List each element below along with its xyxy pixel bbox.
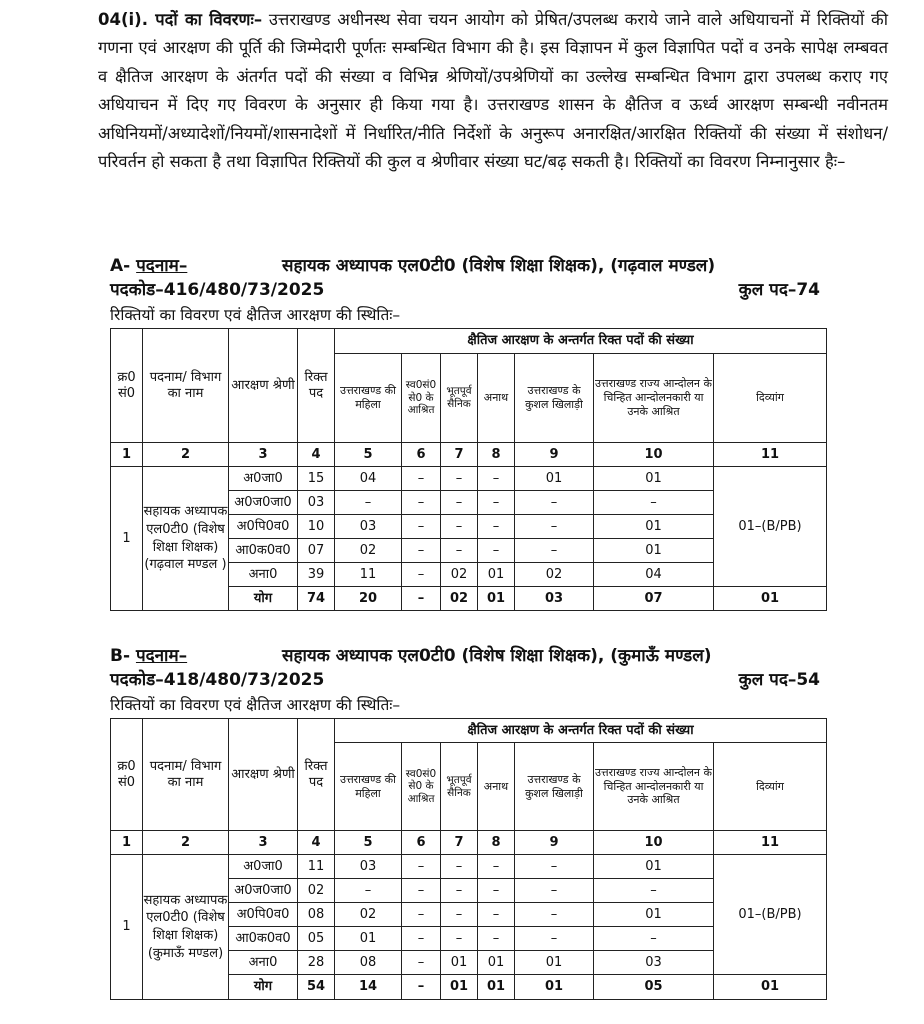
value-cell: 01 <box>478 563 515 587</box>
section-b-subtitle: रिक्तियों का विवरण एवं क्षैतिज आरक्षण की स्थितिः– <box>110 696 401 714</box>
value-cell: – <box>441 491 478 515</box>
col-num: 9 <box>515 831 594 855</box>
value-cell: 01 <box>594 539 714 563</box>
value-cell: 02 <box>515 563 594 587</box>
value-cell: – <box>402 855 441 879</box>
post-name-cell: सहायक अध्यापक एल0टी0 (विशेष शिक्षा शिक्षक) (गढ़वाल मण्डल ) <box>143 467 229 611</box>
header-ex-servicemen: भूतपूर्व सैनिक <box>441 354 478 443</box>
col-num: 10 <box>594 831 714 855</box>
post-name-cell: सहायक अध्यापक एल0टी0 (विशेष शिक्षा शिक्षक) (कुमाऊँ मण्डल) <box>143 855 229 1000</box>
value-cell: – <box>402 515 441 539</box>
total-value: 01 <box>478 587 515 611</box>
section-b-total: कुल पद–54 <box>738 670 820 690</box>
section-b-prefix: B- <box>110 646 131 666</box>
section-b-label: पदनाम– <box>135 646 188 666</box>
col-num: 2 <box>143 831 229 855</box>
section-b-header <box>110 644 820 692</box>
value-cell: 01 <box>594 903 714 927</box>
total-value: 20 <box>335 587 402 611</box>
col-num: 8 <box>478 443 515 467</box>
value-cell: – <box>441 855 478 879</box>
value-cell: – <box>402 563 441 587</box>
value-cell: – <box>515 491 594 515</box>
vacancy-cell: 11 <box>298 855 335 879</box>
value-cell: – <box>515 903 594 927</box>
value-cell: – <box>441 515 478 539</box>
value-cell: – <box>478 539 515 563</box>
col-num: 5 <box>335 443 402 467</box>
value-cell: 01 <box>335 927 402 951</box>
value-cell: – <box>478 515 515 539</box>
value-cell: – <box>515 539 594 563</box>
value-cell: – <box>478 491 515 515</box>
header-post-name: पदनाम/ विभाग का नाम <box>143 719 229 831</box>
col-num: 1 <box>111 443 143 467</box>
value-cell: – <box>478 927 515 951</box>
section-a-subtitle: रिक्तियों का विवरण एवं क्षैतिज आरक्षण की स्थितिः– <box>110 306 401 324</box>
col-num: 6 <box>402 443 441 467</box>
header-state-agitators: उत्तराखण्ड राज्य आन्दोलन के चिन्हित आन्दोलनकारी या उनके आश्रित <box>594 354 714 443</box>
serial-cell: 1 <box>111 467 143 611</box>
total-value: 03 <box>515 587 594 611</box>
col-num: 2 <box>143 443 229 467</box>
section-b-table <box>110 718 827 1000</box>
header-uk-women: उत्तराखण्ड की महिला <box>335 743 402 831</box>
value-cell: – <box>441 879 478 903</box>
vacancy-cell: 15 <box>298 467 335 491</box>
category-cell: अ0जा0 <box>229 855 298 879</box>
category-cell: अ0ज0जा0 <box>229 491 298 515</box>
total-value: 01 <box>441 975 478 1000</box>
vacancy-cell: 10 <box>298 515 335 539</box>
value-cell: – <box>478 467 515 491</box>
col-num: 11 <box>714 443 827 467</box>
col-num: 6 <box>402 831 441 855</box>
header-skilled-players: उत्तराखण्ड के कुशल खिलाड़ी <box>515 743 594 831</box>
total-label: योग <box>229 975 298 1000</box>
vacancy-cell: 39 <box>298 563 335 587</box>
total-value: 01 <box>714 975 827 1000</box>
value-cell: – <box>441 539 478 563</box>
total-label: योग <box>229 587 298 611</box>
vacancy-cell: 03 <box>298 491 335 515</box>
value-cell: – <box>441 467 478 491</box>
section-a-prefix: A- <box>110 256 131 276</box>
category-cell: अ0पि0व0 <box>229 515 298 539</box>
value-cell: – <box>478 855 515 879</box>
header-reservation-category: आरक्षण श्रेणी <box>229 329 298 443</box>
section-b-title: सहायक अध्यापक एल0टी0 (विशेष शिक्षा शिक्षक), (कुमाऊँ मण्डल) <box>282 646 712 666</box>
divyang-cell: 01–(B/PB) <box>714 855 827 975</box>
header-post-name: पदनाम/ विभाग का नाम <box>143 329 229 443</box>
value-cell: – <box>402 879 441 903</box>
table-row <box>111 467 827 491</box>
col-num: 11 <box>714 831 827 855</box>
total-vacancies: 74 <box>298 587 335 611</box>
value-cell: – <box>515 879 594 903</box>
divyang-cell: 01–(B/PB) <box>714 467 827 587</box>
section-b-code: पदकोड–418/480/73/2025 <box>110 670 325 690</box>
header-divyang: दिव्यांग <box>714 354 827 443</box>
section-a-title: सहायक अध्यापक एल0टी0 (विशेष शिक्षा शिक्षक), (गढ़वाल मण्डल) <box>282 256 716 276</box>
total-value: 02 <box>441 587 478 611</box>
value-cell: – <box>335 491 402 515</box>
value-cell: – <box>478 903 515 927</box>
value-cell: – <box>402 927 441 951</box>
section-a-header <box>110 254 820 302</box>
value-cell: – <box>441 927 478 951</box>
section-a-label: पदनाम– <box>136 256 188 276</box>
total-value: 01 <box>478 975 515 1000</box>
value-cell: – <box>402 539 441 563</box>
value-cell: 01 <box>594 855 714 879</box>
header-serial: क्र0 सं0 <box>111 719 143 831</box>
total-value: 01 <box>515 975 594 1000</box>
header-reservation-category: आरक्षण श्रेणी <box>229 719 298 831</box>
category-cell: अना0 <box>229 951 298 975</box>
category-cell: आ0क0व0 <box>229 539 298 563</box>
table-row <box>111 855 827 879</box>
header-vacancies: रिक्त पद <box>298 329 335 443</box>
intro-text: उत्तराखण्ड अधीनस्थ सेवा चयन आयोग को प्रेषित/उपलब्ध कराये जाने वाले अधियाचनों में रिक्तियों की गणना एवं आरक्षण की पूर्ति की जिम्मेदारी पूर्णतः सम्बन्धित विभाग की है। इस विज्ञापन में कुल विज्ञापित पदों व उनके सापेक्ष लम्बवत व क्षैतिज आरक्षण के अंतर्गत पदों की संख्या व विभिन्न श्रेणियों/उपश्रेणियों का उल्लेख सम्बन्धित विभाग द्वारा उपलब्ध कराए गए अधियाचन में दिए गए विवरण के अनुसार ही किया गया है। उत्तराखण्ड शासन के क्षैतिज व ऊर्ध्व आरक्षण सम्बन्धी नवीनतम अधिनियमों/अध्यादेशों/नियमों/शासनादेशों में निर्धारित/नीति निर्देशों के अनुरूप अनारक्षित/आरक्षित रिक्तियों की संख्या में संशोधन/परिवर्तन हो सकता है तथा विज्ञापित रिक्तियों की कुल व श्रेणीवार संख्या घट/बढ़ सकती है। रिक्तियों का विवरण निम्नानुसार हैः– <box>98 10 888 172</box>
value-cell: 03 <box>335 855 402 879</box>
value-cell: 01 <box>594 467 714 491</box>
value-cell: 01 <box>515 467 594 491</box>
header-freedom-fighter-dependents: स्व0सं0 से0 के आश्रित <box>402 354 441 443</box>
column-number-row <box>111 831 827 855</box>
value-cell: 03 <box>594 951 714 975</box>
section-a-code: पदकोड–416/480/73/2025 <box>110 280 325 300</box>
column-number-row <box>111 443 827 467</box>
intro-paragraph <box>98 6 888 176</box>
vacancy-cell: 08 <box>298 903 335 927</box>
value-cell: 02 <box>335 903 402 927</box>
vacancy-cell: 05 <box>298 927 335 951</box>
header-serial: क्र0 सं0 <box>111 329 143 443</box>
col-num: 7 <box>441 443 478 467</box>
col-num: 9 <box>515 443 594 467</box>
section-a-table <box>110 328 827 611</box>
col-num: 4 <box>298 443 335 467</box>
total-value: – <box>402 587 441 611</box>
value-cell: – <box>478 879 515 903</box>
total-value: 07 <box>594 587 714 611</box>
value-cell: 02 <box>335 539 402 563</box>
value-cell: – <box>515 855 594 879</box>
header-ex-servicemen: भूतपूर्व सैनिक <box>441 743 478 831</box>
header-vacancies: रिक्त पद <box>298 719 335 831</box>
vacancy-cell: 07 <box>298 539 335 563</box>
value-cell: – <box>335 879 402 903</box>
col-num: 3 <box>229 443 298 467</box>
total-value: 14 <box>335 975 402 1000</box>
header-horizontal-reservation: क्षैतिज आरक्षण के अन्तर्गत रिक्त पदों की संख्या <box>335 719 827 743</box>
value-cell: 02 <box>441 563 478 587</box>
value-cell: 01 <box>515 951 594 975</box>
col-num: 1 <box>111 831 143 855</box>
value-cell: 01 <box>478 951 515 975</box>
total-value: – <box>402 975 441 1000</box>
value-cell: 04 <box>335 467 402 491</box>
value-cell: – <box>515 515 594 539</box>
total-vacancies: 54 <box>298 975 335 1000</box>
vacancy-cell: 28 <box>298 951 335 975</box>
value-cell: – <box>594 879 714 903</box>
header-uk-women: उत्तराखण्ड की महिला <box>335 354 402 443</box>
serial-cell: 1 <box>111 855 143 1000</box>
col-num: 8 <box>478 831 515 855</box>
header-orphan: अनाथ <box>478 743 515 831</box>
category-cell: अना0 <box>229 563 298 587</box>
header-freedom-fighter-dependents: स्व0सं0 से0 के आश्रित <box>402 743 441 831</box>
vacancy-cell: 02 <box>298 879 335 903</box>
header-horizontal-reservation: क्षैतिज आरक्षण के अन्तर्गत रिक्त पदों की संख्या <box>335 329 827 354</box>
header-divyang: दिव्यांग <box>714 743 827 831</box>
header-orphan: अनाथ <box>478 354 515 443</box>
category-cell: आ0क0व0 <box>229 927 298 951</box>
total-value: 05 <box>594 975 714 1000</box>
value-cell: – <box>441 903 478 927</box>
col-num: 10 <box>594 443 714 467</box>
col-num: 7 <box>441 831 478 855</box>
header-state-agitators: उत्तराखण्ड राज्य आन्दोलन के चिन्हित आन्दोलनकारी या उनके आश्रित <box>594 743 714 831</box>
category-cell: अ0ज0जा0 <box>229 879 298 903</box>
value-cell: 04 <box>594 563 714 587</box>
intro-label: 04(i). पदों का विवरणः– <box>98 10 263 29</box>
value-cell: – <box>594 927 714 951</box>
category-cell: अ0पि0व0 <box>229 903 298 927</box>
col-num: 5 <box>335 831 402 855</box>
value-cell: 03 <box>335 515 402 539</box>
value-cell: 11 <box>335 563 402 587</box>
total-value: 01 <box>714 587 827 611</box>
value-cell: 08 <box>335 951 402 975</box>
value-cell: – <box>594 491 714 515</box>
col-num: 3 <box>229 831 298 855</box>
value-cell: – <box>402 951 441 975</box>
header-skilled-players: उत्तराखण्ड के कुशल खिलाड़ी <box>515 354 594 443</box>
section-a-total: कुल पद–74 <box>738 280 820 300</box>
value-cell: – <box>515 927 594 951</box>
value-cell: – <box>402 491 441 515</box>
value-cell: – <box>402 903 441 927</box>
value-cell: 01 <box>441 951 478 975</box>
value-cell: 01 <box>594 515 714 539</box>
col-num: 4 <box>298 831 335 855</box>
value-cell: – <box>402 467 441 491</box>
category-cell: अ0जा0 <box>229 467 298 491</box>
